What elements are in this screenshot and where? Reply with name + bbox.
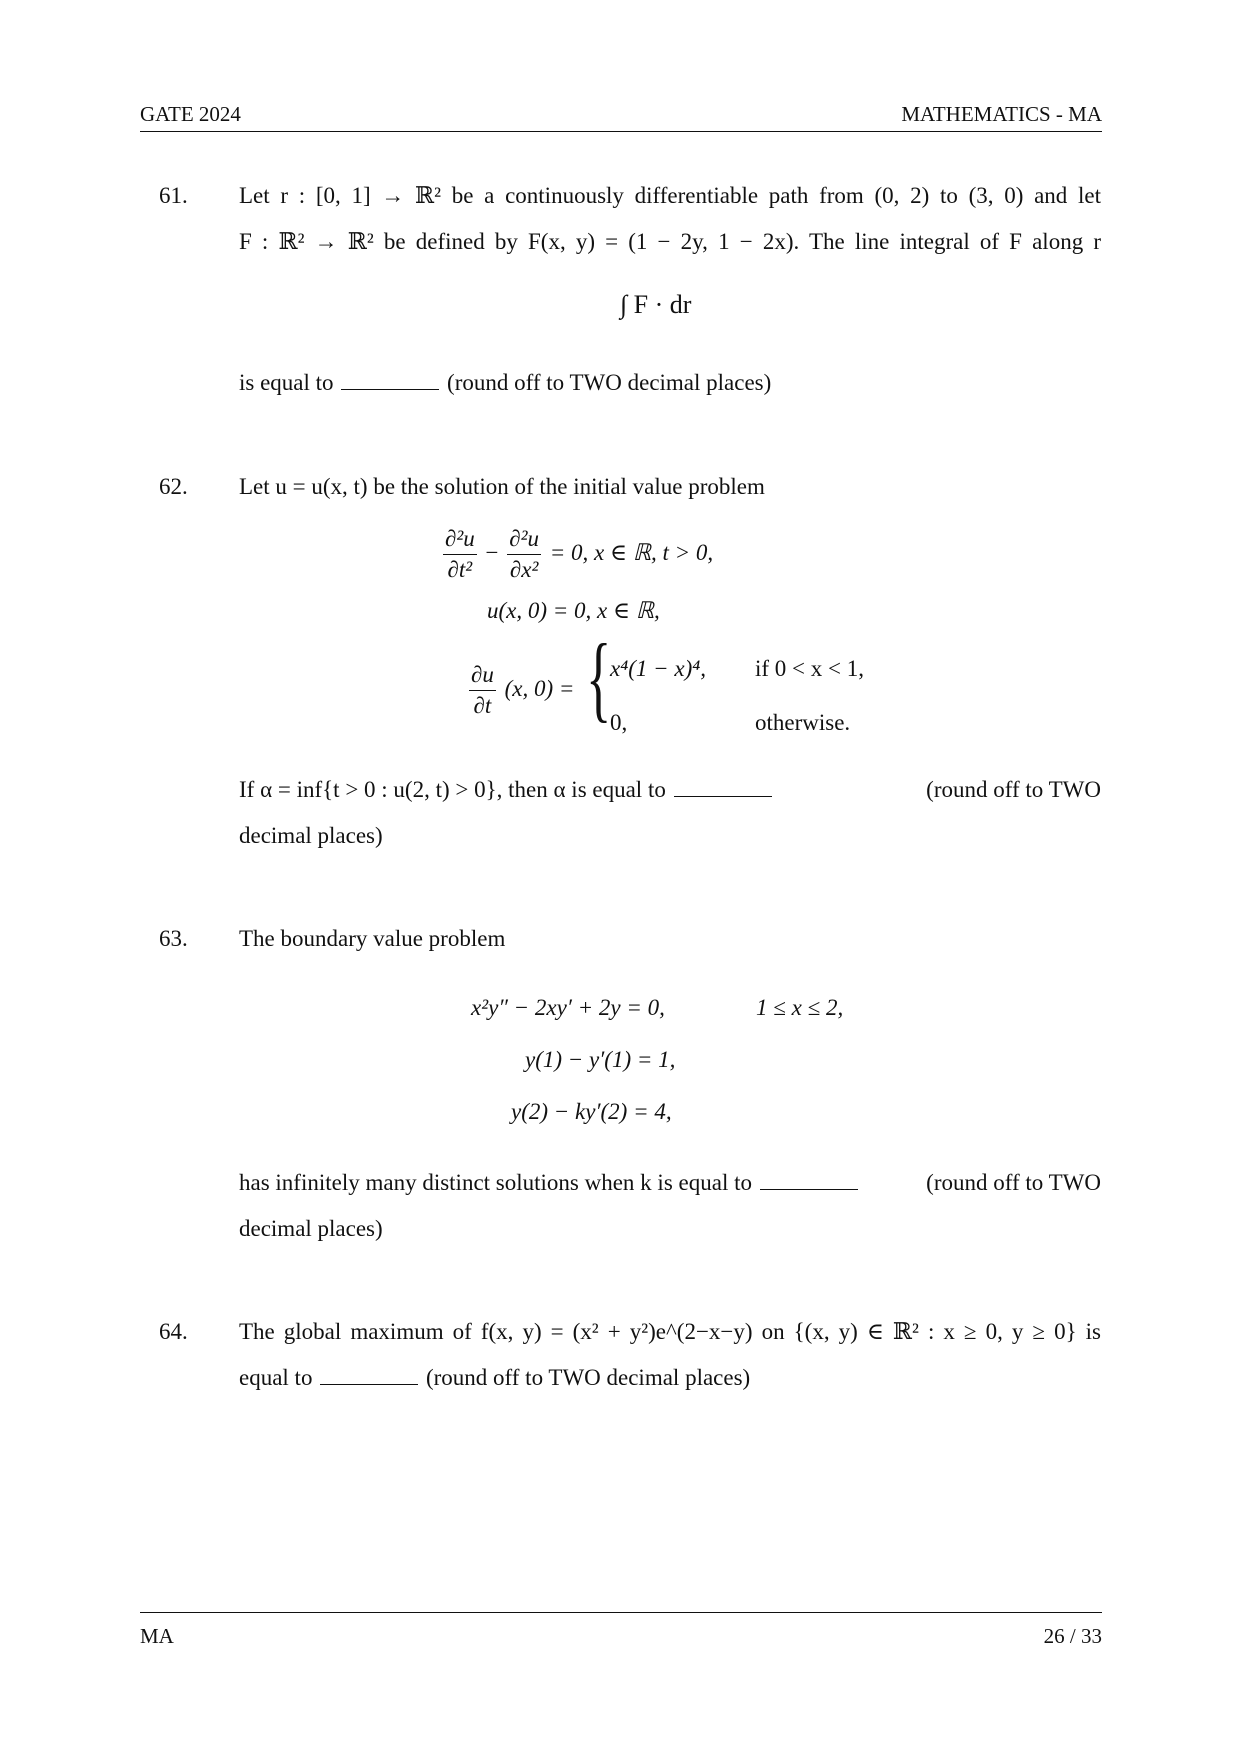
question-62-ask-line2: decimal places) xyxy=(239,823,383,848)
question-64-line1: The global maximum of f(x, y) = (x² + y²)e^(2−x−y) on {(x, y) ∈ ℝ² : x ≥ 0, y ≥ 0} is xyxy=(239,1319,1101,1344)
case1-expr: x⁴(1 − x)⁴, xyxy=(610,656,706,681)
question-62-initial-condition-1: u(x, 0) = 0, x ∈ ℝ, xyxy=(487,598,660,623)
pde-rhs: = 0, x ∈ ℝ, t > 0, xyxy=(549,539,714,565)
question-62-initial-condition-2 xyxy=(466,660,574,721)
question-64-answer-suffix: (round off to TWO decimal places) xyxy=(425,1365,751,1390)
question-61-line2: F : ℝ² → ℝ² be defined by F(x, y) = (1 − 2y, 1 − 2x). The line integral of F along r xyxy=(239,229,1101,254)
footer-rule xyxy=(140,1612,1102,1613)
question-64-answer-blank xyxy=(320,1383,418,1385)
question-62-number: 62. xyxy=(159,474,188,499)
case2-expr: 0, xyxy=(610,710,628,735)
question-63-ask-suffix: (round off to TWO xyxy=(926,1170,1101,1195)
question-63-answer-blank xyxy=(760,1188,858,1190)
header-subject: MATHEMATICS - MA xyxy=(901,102,1102,126)
question-62-ask-suffix: (round off to TWO xyxy=(926,777,1101,802)
question-62-ask-prefix: If α = inf{t > 0 : u(2, t) > 0}, then α is equal to xyxy=(239,777,666,802)
question-62-pde: $\frac{\text{∂²u}}{\text{∂t²}}$ − $\frac{\text{∂²u}}{\text{∂x²}}$ = 0, x ∈ ℝ, t > 0, xyxy=(440,524,713,585)
question-64-answer-line xyxy=(239,1355,750,1401)
question-62-answer-blank xyxy=(674,795,772,797)
question-61-answer-blank xyxy=(341,388,439,390)
question-61-answer-prefix: is equal to xyxy=(239,370,334,395)
page-number: 26 / 33 xyxy=(1043,1624,1102,1648)
question-63-ode: x²y″ − 2xy′ + 2y = 0, xyxy=(471,995,665,1020)
case1-cond: if 0 < x < 1, xyxy=(755,656,864,681)
question-61-answer-line xyxy=(239,360,771,406)
question-64-number: 64. xyxy=(159,1319,188,1344)
pde-frac-t: $\frac{\text{∂²u}}{\text{∂t²}}$ xyxy=(445,526,475,582)
question-62-intro: Let u = u(x, t) be the solution of the initial value problem xyxy=(239,474,765,499)
question-61-line1: Let r : [0, 1] → ℝ² be a continuously differentiable path from (0, 2) to (3, 0) and let xyxy=(239,183,1101,208)
question-62-ask-line1 xyxy=(239,767,1101,813)
question-63-ask-line2: decimal places) xyxy=(239,1216,383,1241)
header-exam-title: GATE 2024 xyxy=(140,102,241,126)
question-63-bc1: y(1) − y′(1) = 1, xyxy=(525,1047,676,1072)
question-61-integral: ∫ F · dr xyxy=(620,290,692,319)
question-63-bc2: y(2) − ky′(2) = 4, xyxy=(511,1099,672,1124)
question-63-ask-prefix: has infinitely many distinct solutions when k is equal to xyxy=(239,1170,752,1195)
header-rule xyxy=(140,131,1102,132)
question-63-ask-line1 xyxy=(239,1160,1101,1206)
footer-subject-code: MA xyxy=(140,1624,174,1648)
ic2-frac: $\frac{\partial u}{\partial t}$ xyxy=(471,662,494,718)
pde-frac-x: $\frac{\text{∂²u}}{\text{∂x²}}$ xyxy=(509,526,540,582)
piecewise-brace: { xyxy=(586,624,612,731)
question-64-answer-prefix: equal to xyxy=(239,1365,313,1390)
ic2-lhs: (x, 0) = xyxy=(504,675,575,701)
question-61-number: 61. xyxy=(159,183,188,208)
question-63-range: 1 ≤ x ≤ 2, xyxy=(756,995,844,1020)
case2-cond: otherwise. xyxy=(755,710,851,735)
question-63-intro: The boundary value problem xyxy=(239,926,506,951)
question-63-number: 63. xyxy=(159,926,188,951)
question-61-answer-suffix: (round off to TWO decimal places) xyxy=(447,370,772,395)
